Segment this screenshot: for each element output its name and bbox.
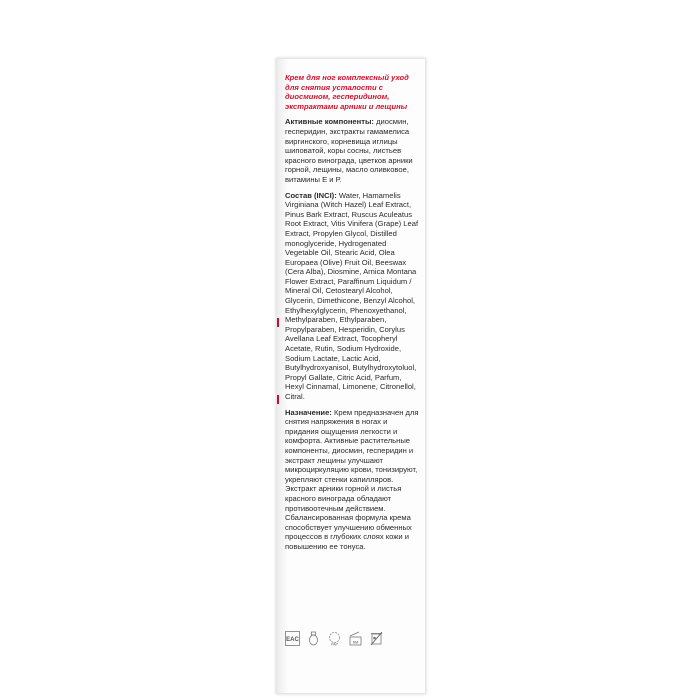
purpose-text: Крем предназначен для снятия напряжения в ногах и придания ощущения легкости и комфорта. Активные растительные компоненты, диосмин, гесперидин и экстракт лещины улучшают микроциркуляцию крови, тонизируют, укрепляют стенки капилляров. Экстракт арники горной и листья красного винограда обладают противоотечным действием. Сбалансированная формула крема способствует улучшению обменных процессов в глубоких слоях кожи и повышению ее тонуса. (285, 407, 419, 551)
composition-text: Water, Hamamelis Virginiana (Witch Hazel) Leaf Extract, Pinus Bark Extract, Ruscus Aculeatus Root Extract, Vitis Vinifera (Grape) Leaf Extract, Propylen Glycol, Distilled monoglyceride, Hydrogenated Vegetable Oil, Stearic Acid, Olea Europaea (Olive) Fruit Oil, Beeswax (Cera Alba), Diosmine, Arnica Montana Flower Extract, Paraffinum Liquidum / Mineral Oil, Cetostearyl Alcohol, Glycerin, Dimethicone, Benzyl Alcohol, Ethylhexylglycerin, Phenoxyethanol, Methylparaben, Ethylparaben, Propylparaben, Hesperidin, Corylus Avellana Leaf Extract, Tocopheryl Acetate, Rutin, Sodium Hydroxide, Sodium Lactate, Lactic Acid, Butylhydroxyanisol, Butylhydroxytoluol, Propyl Gallate, Citric Acid, Parfum, Hexyl Cinnamal, Limonene, Citronellol, Citral. (285, 190, 419, 401)
open-jar-icon (348, 631, 363, 646)
red-edge-mark (277, 395, 279, 404)
certification-icons (285, 629, 415, 647)
composition-label: Состав (INCI): (285, 190, 337, 200)
active-components-label: Активные компоненты: (285, 117, 374, 127)
red-edge-mark (277, 318, 279, 327)
purpose-label: Назначение: (285, 407, 332, 417)
svg-text:PAP: PAP (331, 642, 338, 646)
pap-icon (327, 631, 342, 646)
purpose (285, 408, 419, 552)
active-components (285, 117, 419, 184)
bottle-icon (306, 631, 321, 646)
composition (285, 191, 419, 402)
svg-text:6M: 6M (352, 639, 359, 644)
label-text (285, 73, 419, 558)
eac-icon (285, 631, 300, 646)
active-components-text: диосмин, гесперидин, экстракты гамамелиса виргинского, корневища иглицы шиповатой, коры сосны, листьев красного винограда, цветков арники горной, лещины, масло оливковое, витамины Е и Р. (285, 117, 413, 184)
svg-text:EAC: EAC (286, 636, 299, 643)
trash-bin-icon (369, 631, 384, 646)
product-title: Крем для ног комплексный уход для снятия усталости с диосмином, гесперидином, экстрактами арники и лещины (285, 73, 409, 111)
